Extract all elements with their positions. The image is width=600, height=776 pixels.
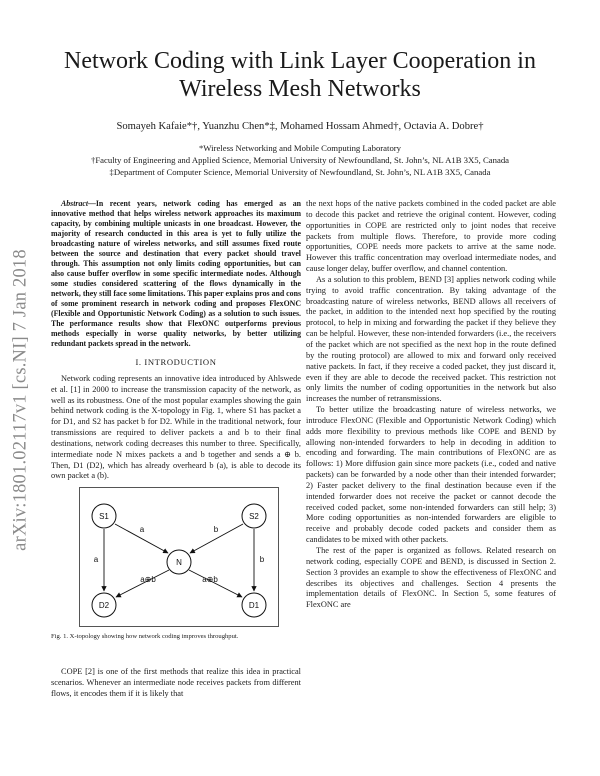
right-paragraph-4: The rest of the paper is organized as follows. Related research on network coding, especially COPE and BEND, is discussed in Section 2. Section 3 provides an example to show the effectiveness of FlexONC and describes its objectives and challenges. Section 4 presents the implementation details of FlexONC. In Section 5, some features of FlexONC are [306, 546, 556, 610]
abstract [51, 199, 301, 349]
abstract-text: —In recent years, network coding has emerged as an innovative method that helps wireless network approaches its maximum capacity, by combining multiple unicasts in one broadcast. However, the majority of research conducted in this area is yet to fully utilize the broadcasting nature of wireless networks, and still assumes fixed route between the source and destination that every packet should travel through. This assumption not only limits coding opportunities, but can also cause buffer overflow in some specific intermediate nodes. Although some studies considered scattering of the flows dynamically in the network, they still face some limitations. This paper explains pros and cons of some prominent research in network coding and proposes FlexONC (Flexible and Opportunistic Network Coding) as a solution to such issues. The performance results show that FlexONC outperforms previous methods especially in worse quality networks, by better utilizing redundant packets spread in the network. [51, 199, 301, 348]
affiliation-2: †Faculty of Engineering and Applied Science, Memorial University of Newfoundland, St. John’s, NL A1B 3X5, Canada [90, 155, 510, 165]
figure-1 [51, 487, 301, 667]
edge-label-n-d1: a⊕b [202, 575, 218, 585]
arxiv-stamp: arXiv:1801.02117v1 [cs.NI] 7 Jan 2018 [10, 249, 31, 551]
intro-paragraph-2: COPE [2] is one of the first methods that realize this idea in practical scenarios. Whenever an intermediate node receives packets from different flows, it encodes them if it is likely that [51, 667, 301, 698]
abstract-label: Abstract [61, 199, 89, 208]
paper-title: Network Coding with Link Layer Cooperation in Wireless Mesh Networks [64, 48, 536, 102]
section-heading-introduction: I. INTRODUCTION [135, 357, 217, 367]
edge-label-s1-n: a [139, 525, 145, 535]
affiliation-1: *Wireless Networking and Mobile Computing Laboratory [198, 143, 402, 153]
right-column [306, 199, 556, 611]
edge-label-s2-d1: b [259, 555, 265, 565]
right-paragraph-2: As a solution to this problem, BEND [3] applies network coding while trying to avoid traffic concentration. By taking advantage of the broadcasting nature of wireless networks, BEND allows all receivers of the packet, in addition to the intended next hop specified by the routing protocol, to help in mixing and forwarding the packet if they believe they can be helpful. However, these non-intended forwarders (i.e., the receivers of the packet which are not specified as the next hop in the route defined by the routing protocol) are allowed to mix and forward only received native packets. In fact, if they receive a coded packet, they just discard it, even if they are able to decode the received packet. This restriction not only limits the number of coding opportunities in the network but also increases the number of retransmissions. [306, 274, 556, 404]
edge-label-s1-d2: a [93, 555, 99, 565]
left-column [51, 199, 301, 700]
node-label-s2: S2 [249, 512, 259, 522]
node-label-d1: D1 [248, 601, 260, 611]
affiliations [40, 142, 560, 178]
figure-caption: Fig. 1. X-topology showing how network coding improves throughput. [51, 633, 239, 641]
intro-paragraph-1: Network coding represents an innovative idea introduced by Ahlswede et al. [1] in 2000 to increase the transmission capacity of the network, as well as its robustness. One of the most popular examples showing the gain behind network coding is the X-topology in Fig. 1, where S1 has packet a for D1, and S2 has packet b for D2. While in the traditional network, four transmissions are required to deliver packets a and b to their final destinations, network coding decreases this number to three. Specifically, intermediate node N mixes packets a and b together and sends a ⊕ b. Then, D1 (D2), which has already overheard b (a), is able to decode its own packet a (b). [51, 373, 301, 481]
node-label-s1: S1 [99, 512, 109, 522]
author-list: Somayeh Kafaie*†, Yuanzhu Chen*‡, Mohamed Hossam Ahmed†, Octavia A. Dobre† [116, 121, 484, 132]
edge-label-s2-n: b [213, 525, 219, 535]
right-paragraph-3: To better utilize the broadcasting nature of wireless networks, we introduce FlexONC (Flexible and Opportunistic Network Coding) which adds more flexibility to previous methods like COPE and BEND by allowing non-intended forwarders to help in decoding in addition to encoding and forwarding. The main contributions of FlexONC are as follows: 1) More diffusion gain since more packets (i.e., coded and native packets) can be forwarded by a node other than their intended forwarder; 2) Faster packet delivery to the final destination because even if the intended forwarder does not receive the packet or cannot decode the received coded packet, some non-intended forwarders can still help; 3) More coding opportunities as non-intended forwarders are eligible to receive and probably decode coded packets and consider them as candidates to be mixed with other packets. [306, 405, 556, 545]
node-label-d2: D2 [98, 601, 110, 611]
affiliation-3: ‡Department of Computer Science, Memorial University of Newfoundland, St. John’s, NL A1B 3X5, Canada [109, 167, 491, 177]
x-topology-diagram [80, 488, 278, 626]
figure-frame [79, 487, 279, 627]
edge-label-n-d2: a⊕b [140, 575, 156, 585]
right-paragraph-1: the next hops of the native packets combined in the coded packet are able to decode this packet and retrieve the original content. However, coding opportunities in COPE are restricted only to joint nodes that receive packets from multiple flows. Therefore, to provide more coding opportunities, COPE needs more packets to arrive at the same node. However this traffic concentration may overload intermediate nodes, and cause longer delay, buffer overflow, and channel contention. [306, 199, 556, 274]
node-label-n: N [176, 558, 182, 568]
